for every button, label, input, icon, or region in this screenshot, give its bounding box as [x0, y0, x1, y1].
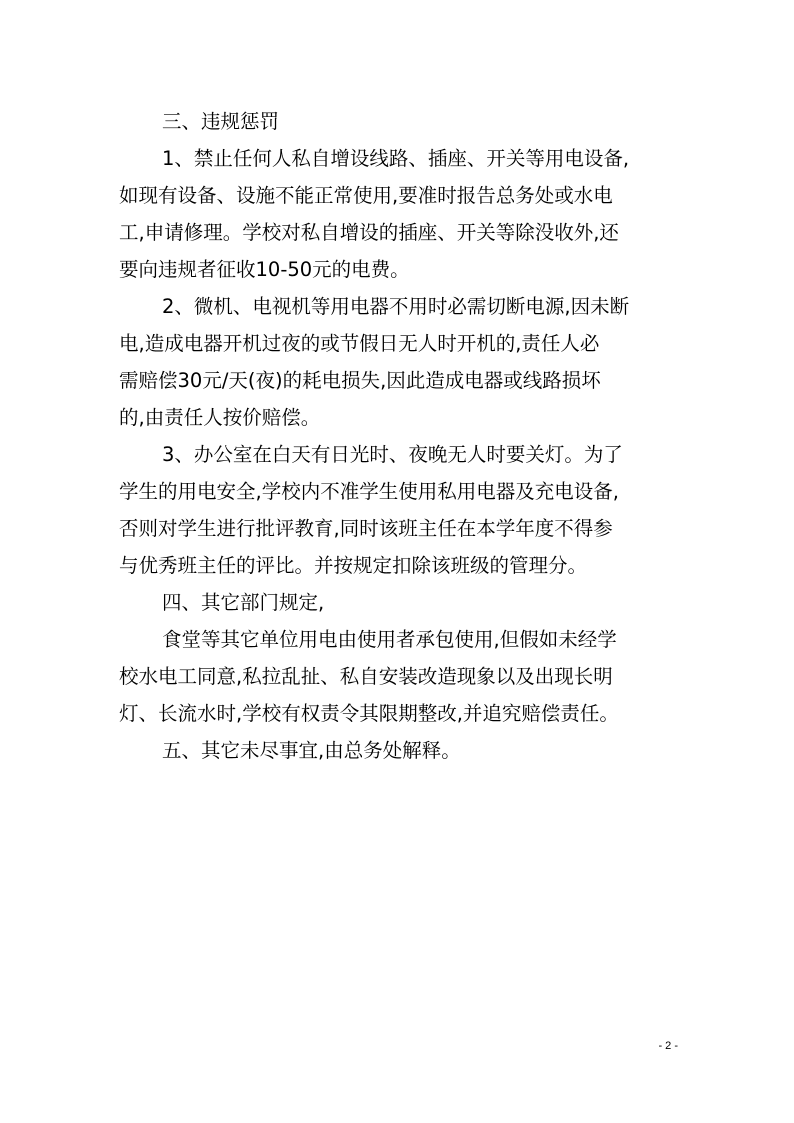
- section-heading-miscellaneous: 五、其它未尽事宜,由总务处解释。: [162, 739, 461, 762]
- rule-2-line: 电,造成电器开机过夜的或节假日无人时开机的,责任人必: [119, 332, 600, 355]
- section-heading-other-departments: 四、其它部门规定,: [162, 591, 325, 614]
- rule-1-line: 如现有设备、设施不能正常使用,要准时报告总务处或水电: [119, 184, 613, 207]
- rule-2-line: 的,由责任人按价赔偿。: [119, 406, 321, 429]
- rule-3-line: 学生的用电安全,学校内不准学生使用私用电器及充电设备,: [119, 480, 619, 503]
- section-4-line: 校水电工同意,私拉乱扯、私自安装改造现象以及出现长明: [119, 665, 613, 688]
- section-4-line: 灯、长流水时,学校有权责令其限期整改,并追究赔偿责任。: [119, 702, 619, 725]
- rule-2-line: 2、微机、电视机等用电器不用时必需切断电源,因未断: [162, 295, 630, 318]
- rule-3-line: 3、办公室在白天有日光时、夜晚无人时要关灯。为了: [162, 443, 623, 466]
- rule-3-line: 与优秀班主任的评比。并按规定扣除该班级的管理分。: [119, 554, 588, 577]
- rule-3-line: 否则对学生进行批评教育,同时该班主任在本学年度不得参: [119, 517, 613, 540]
- page-number: - 2 -: [658, 1040, 678, 1052]
- rule-1-line: 1、禁止任何人私自增设线路、插座、开关等用电设备,: [162, 147, 630, 170]
- section-heading-penalties: 三、违规惩罚: [162, 110, 280, 133]
- section-4-line: 食堂等其它单位用电由使用者承包使用,但假如未经学: [162, 628, 617, 651]
- rule-1-line: 要向违规者征收10-50元的电费。: [119, 258, 410, 281]
- document-body: [119, 103, 695, 769]
- rule-2-line: 需赔偿30元/天(夜)的耗电损失,因此造成电器或线路损坏: [119, 369, 601, 392]
- rule-1-line: 工,申请修理。学校对私自增设的插座、开关等除没收外,还: [119, 221, 619, 244]
